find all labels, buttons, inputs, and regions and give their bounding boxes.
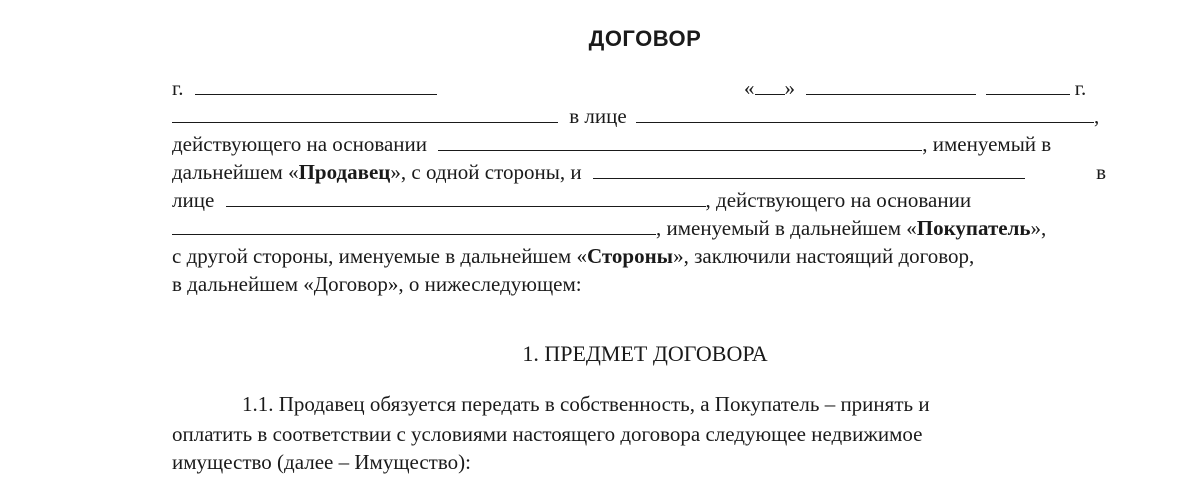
date-open-quote: «: [744, 76, 755, 100]
contract-alias-line: [172, 270, 1106, 298]
in-person-text: в лице: [569, 104, 627, 128]
contract-alias-text: в дальнейшем «Договор», о нижеследующем:: [172, 272, 582, 296]
v-text: в: [1096, 160, 1106, 184]
clause-1-1-line-2: оплатить в соответствии с условиями настоящего договора следующее недвижимое: [172, 422, 923, 446]
acting-basis-2-text: , действующего на основании: [705, 188, 972, 212]
face-text: лице: [172, 188, 215, 212]
parties-pre-text: с другой стороны, именуемые в дальнейшем «: [172, 244, 587, 268]
seller-label: Продавец: [298, 160, 391, 184]
referred-buyer-text: , именуемый в дальнейшем «: [656, 216, 917, 240]
referred-as-text: , именуемый в: [922, 132, 1052, 156]
document-title: ДОГОВОР: [588, 26, 702, 51]
month-blank[interactable]: [806, 74, 976, 95]
acting-basis-text: действующего на основании: [172, 132, 428, 156]
buyer-label: Покупатель: [916, 216, 1031, 240]
seller-name-line: в лице ,: [172, 102, 1106, 130]
year-blank[interactable]: [986, 74, 1070, 95]
date-block: [744, 74, 1086, 102]
seller-basis-line: [172, 130, 1106, 158]
clause-1-1-line-3: имущество (далее – Имущество):: [172, 450, 471, 474]
section-heading: 1. ПРЕДМЕТ ДОГОВОРА: [522, 341, 768, 366]
year-suffix: г.: [1074, 76, 1087, 100]
date-close-quote: »: [784, 76, 795, 100]
buyer-representative-blank[interactable]: [226, 186, 706, 207]
city-blank[interactable]: [195, 74, 437, 95]
city-date-line: [172, 74, 1106, 102]
seller-basis-blank[interactable]: [438, 130, 922, 151]
seller-representative-blank[interactable]: [636, 102, 1094, 123]
further-text: дальнейшем «: [172, 160, 299, 184]
seller-role-line: [172, 158, 1106, 186]
buyer-name-blank[interactable]: [593, 158, 1025, 179]
clause-1-1-line-1: 1.1. Продавец обязуется передать в собственность, а Покупатель – принять и: [242, 392, 930, 416]
parties-tail-text: », заключили настоящий договор,: [673, 244, 975, 268]
parties-line: [172, 242, 1106, 270]
seller-tail-text: », с одной стороны, и: [390, 160, 582, 184]
seller-name-blank[interactable]: [172, 102, 558, 123]
buyer-basis-line: [172, 214, 1106, 242]
buyer-tail-text: »,: [1030, 216, 1047, 240]
buyer-basis-blank[interactable]: [172, 214, 656, 235]
parties-label: Стороны: [586, 244, 674, 268]
city-prefix: г.: [172, 76, 184, 100]
day-blank[interactable]: [755, 74, 785, 95]
buyer-representative-line: [172, 186, 1106, 214]
